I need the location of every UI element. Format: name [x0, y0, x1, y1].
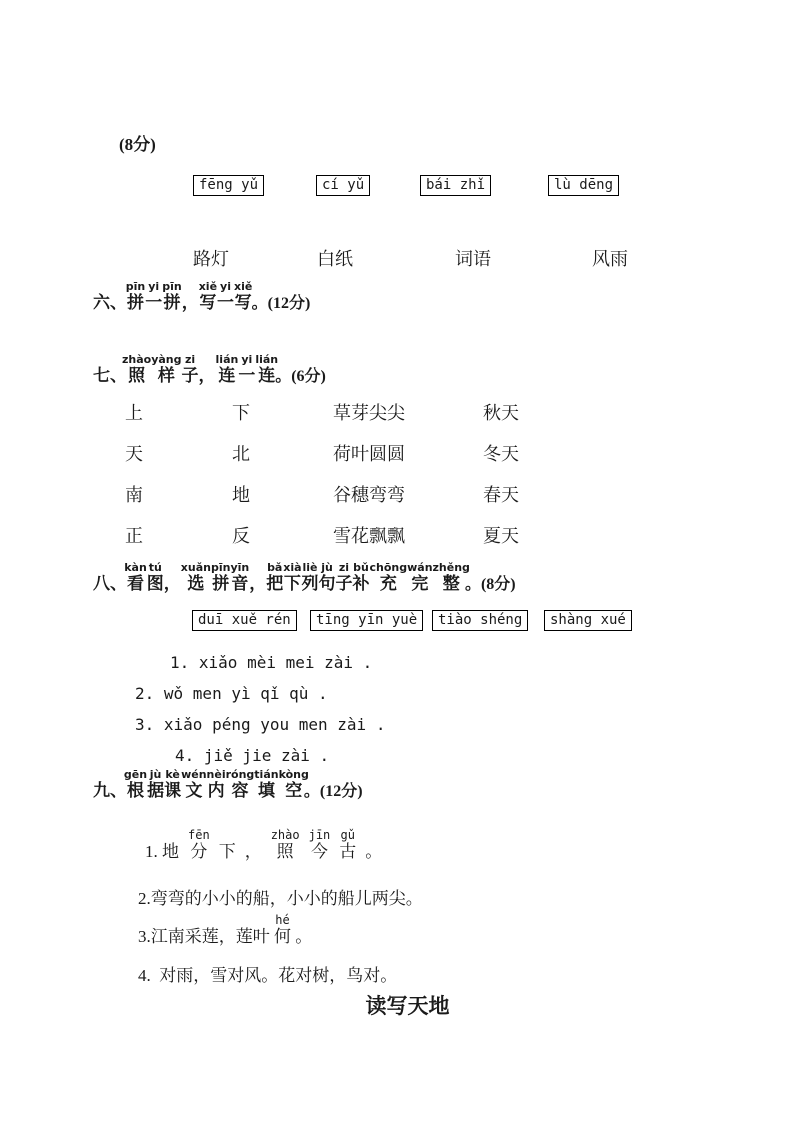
- match-cell: 地: [232, 485, 250, 505]
- match-cell: 秋天: [483, 403, 519, 423]
- item-ruby: 地 分fēn下 ， 照zhào今jīn古gǔ。: [162, 827, 383, 861]
- section-score: 。(12分): [251, 295, 311, 312]
- match-cell: 冬天: [483, 444, 519, 464]
- match-cell: 草芽尖尖: [333, 403, 405, 423]
- word: 词语: [455, 249, 491, 269]
- section-number: 七、: [93, 366, 127, 385]
- section-number: 六、: [93, 293, 127, 312]
- match-cell: 荷叶圆圆: [333, 444, 405, 464]
- section-six-header: [93, 281, 310, 313]
- pinyin-box: tīng yīn yuè: [310, 610, 423, 631]
- section-number: 八、: [93, 574, 127, 593]
- section-score: 。(6分): [275, 368, 326, 385]
- pinyin-sentence: 2. wǒ men yì qǐ qù .: [135, 684, 328, 703]
- match-cell: 上: [125, 403, 143, 423]
- pinyin-sentence: 4. jiě jie zài .: [175, 746, 330, 765]
- pinyin-sentences: [135, 650, 385, 774]
- pinyin-sentence: 3. xiǎo péng you men zài .: [135, 715, 386, 734]
- pinyin-box: shàng xué: [544, 610, 632, 631]
- pinyin-box: fēng yǔ: [193, 175, 264, 196]
- pinyin-box: cí yǔ: [316, 175, 370, 196]
- word: 白纸: [317, 249, 353, 269]
- section-number: 九、: [93, 781, 127, 800]
- section-title-ruby: 看kàn图tú，选xuǎn拼pīn音yīn，把bǎ下xià列liè句jù子zi补bǔ充chōng完wán整zhěng: [124, 561, 470, 593]
- item-prefix: 1.: [145, 841, 162, 861]
- match-cell: 天: [125, 444, 143, 464]
- pinyin-sentence: 1. xiǎo mèi mei zài .: [170, 653, 373, 672]
- pinyin-box: lù dēng: [548, 175, 619, 196]
- score-note: (8分): [119, 135, 156, 154]
- word: 路灯: [193, 249, 229, 269]
- matching-grid: [125, 398, 573, 562]
- match-cell: 雪花飘飘: [333, 526, 405, 546]
- match-cell: 反: [232, 526, 250, 546]
- item-prefix: 3.江南采莲，莲叶: [138, 926, 274, 946]
- section-seven-header: [93, 354, 326, 386]
- pinyin-box: duī xuě rén: [192, 610, 297, 631]
- section-title-ruby: 拼pīn一yi拼pīn，写xiě一yi写xiě: [125, 280, 253, 312]
- match-cell: 南: [125, 485, 143, 505]
- section-title-ruby: 照zhào样yàng子zi，连lián一yi连lián: [122, 353, 279, 385]
- item-prefix: 4. 对雨，雪对风。花对树，鸟对。: [138, 966, 398, 985]
- footer-heading: 读写天地: [365, 994, 450, 1018]
- section-score: 。(12分): [303, 783, 363, 800]
- match-cell: 夏天: [483, 526, 519, 546]
- word: 风雨: [592, 249, 628, 269]
- item-ruby: 何hé: [274, 912, 291, 946]
- item-suffix: 。: [291, 926, 313, 946]
- pinyin-box: bái zhǐ: [420, 175, 491, 196]
- section-score: 。(8分): [464, 576, 516, 593]
- section-nine-header: [93, 769, 363, 801]
- section-title-ruby: 根gēn据jù课kè文wén内nèi容róng填tián空kòng: [123, 768, 309, 800]
- match-cell: 下: [232, 403, 250, 423]
- item-prefix: 2.弯弯的小小的船，小小的船儿两尖。: [138, 889, 423, 908]
- match-cell: 北: [232, 444, 250, 464]
- match-cell: 春天: [483, 485, 519, 505]
- match-cell: 正: [125, 526, 143, 546]
- section-eight-header: [93, 562, 516, 594]
- pinyin-box: tiào shéng: [432, 610, 528, 631]
- match-cell: 谷穗弯弯: [333, 485, 405, 505]
